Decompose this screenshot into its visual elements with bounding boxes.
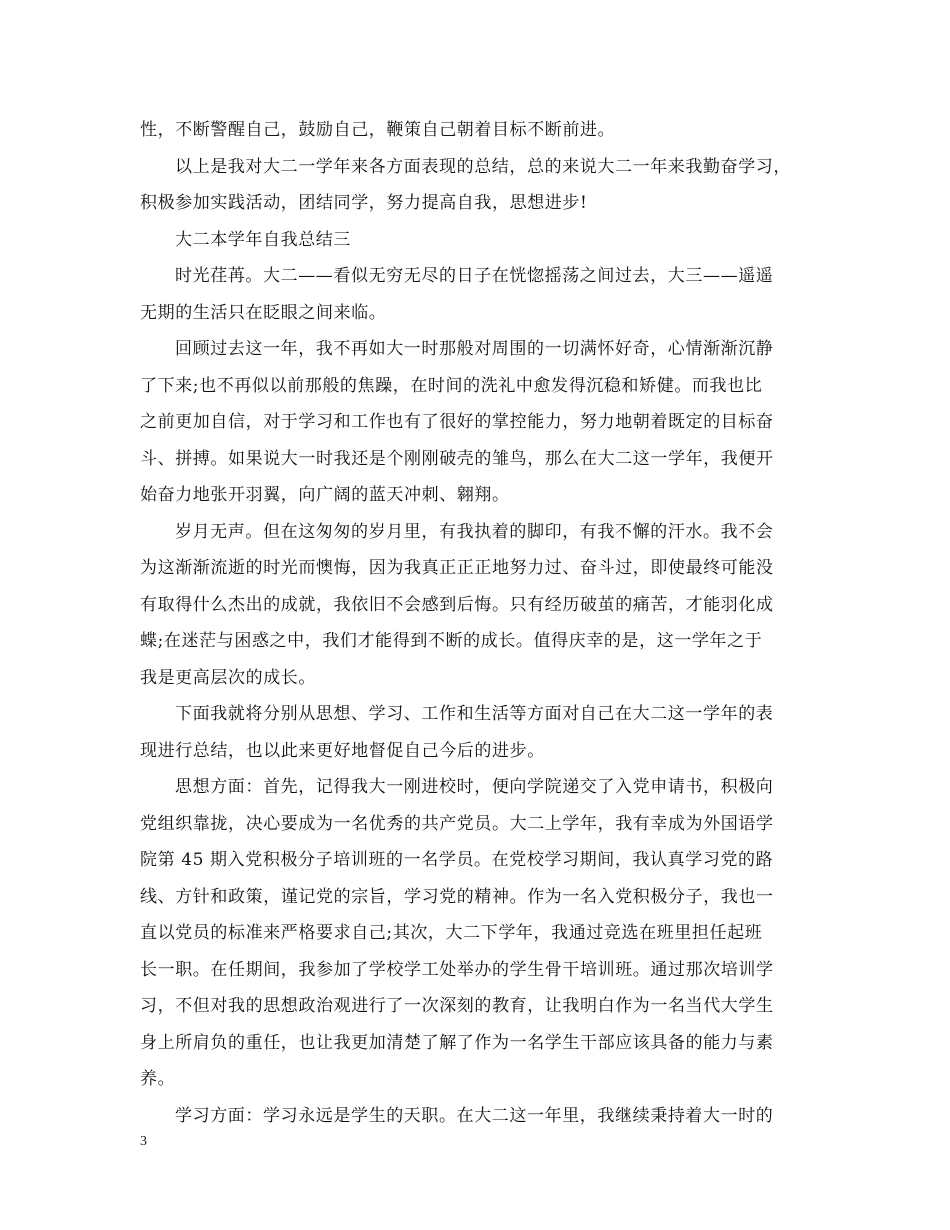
text-line: 长一职。在任期间，我参加了学校学工处举办的学生骨干培训班。通过那次培训学	[140, 959, 774, 980]
text-line: 斗、拼搏。如果说大一时我还是个刚刚破壳的雏鸟，那么在大二这一学年，我便开	[140, 448, 774, 469]
body-text	[140, 112, 830, 1134]
text-line: 时光荏苒。大二——看似无穷无尽的日子在恍惚摇荡之间过去，大三——遥遥	[175, 266, 774, 286]
text-line: 学习方面：学习永远是学生的天职。在大二这一年里，我继续秉持着大一时的	[175, 1105, 774, 1126]
text-line: 回顾过去这一年，我不再如大一时那般对周围的一切满怀好奇，心情渐渐沉静	[175, 339, 774, 359]
text-line: 下面我就将分别从思想、学习、工作和生活等方面对自己在大二这一学年的表	[175, 704, 774, 724]
text-line: 思想方面：首先，记得我大一刚进校时，便向学院递交了入党申请书，积极向	[175, 777, 774, 797]
text-line: 院第 45 期入党积极分子培训班的一名学员。在党校学习期间，我认真学习党的路	[140, 850, 774, 870]
text-line: 我是更高层次的成长。	[140, 667, 316, 688]
text-line: 大二本学年自我总结三	[175, 229, 351, 250]
text-line: 蝶;在迷茫与困惑之中，我们才能得到不断的成长。值得庆幸的是，这一学年之于	[140, 631, 763, 651]
text-line: 性，不断警醒自己，鼓励自己，鞭策自己朝着目标不断前进。	[140, 120, 616, 140]
text-line: 为这渐渐流逝的时光而懊悔，因为我真正正正地努力过、奋斗过，即使最终可能没	[140, 558, 774, 578]
page-number: 3	[140, 1134, 147, 1149]
text-line: 直以党员的标准来严格要求自己;其次，大二下学年，我通过竞选在班里担任起班	[140, 923, 763, 943]
text-line: 无期的生活只在眨眼之间来临。	[140, 302, 387, 323]
text-line: 线、方针和政策，谨记党的宗旨，学习党的精神。作为一名入党积极分子，我也一	[140, 886, 774, 907]
text-line: 之前更加自信，对于学习和工作也有了很好的掌控能力，努力地朝着既定的目标奋	[140, 412, 774, 432]
text-line: 了下来;也不再似以前那般的焦躁，在时间的洗礼中愈发得沉稳和矫健。而我也比	[140, 375, 763, 396]
text-line: 习，不但对我的思想政治观进行了一次深刻的教育，让我明白作为一名当代大学生	[140, 996, 774, 1016]
text-line: 有取得什么杰出的成就，我依旧不会感到后悔。只有经历破茧的痛苦，才能羽化成	[140, 594, 774, 615]
text-line: 积极参加实践活动，团结同学，努力提高自我，思想进步!	[140, 193, 588, 213]
text-line: 党组织靠拢，决心要成为一名优秀的共产党员。大二上学年，我有幸成为外国语学	[140, 813, 774, 834]
text-line: 始奋力地张开羽翼，向广阔的蓝天冲刺、翱翔。	[140, 485, 510, 505]
text-line: 现进行总结，也以此来更好地督促自己今后的进步。	[140, 740, 545, 761]
text-line: 养。	[140, 1069, 176, 1089]
text-line: 岁月无声。但在这匆匆的岁月里，有我执着的脚印，有我不懈的汗水。我不会	[175, 521, 774, 542]
text-line: 以上是我对大二一学年来各方面表现的总结，总的来说大二一年来我勤奋学习，	[175, 156, 791, 177]
text-line: 身上所肩负的重任，也让我更加清楚了解了作为一名学生干部应该具备的能力与素	[140, 1032, 774, 1053]
